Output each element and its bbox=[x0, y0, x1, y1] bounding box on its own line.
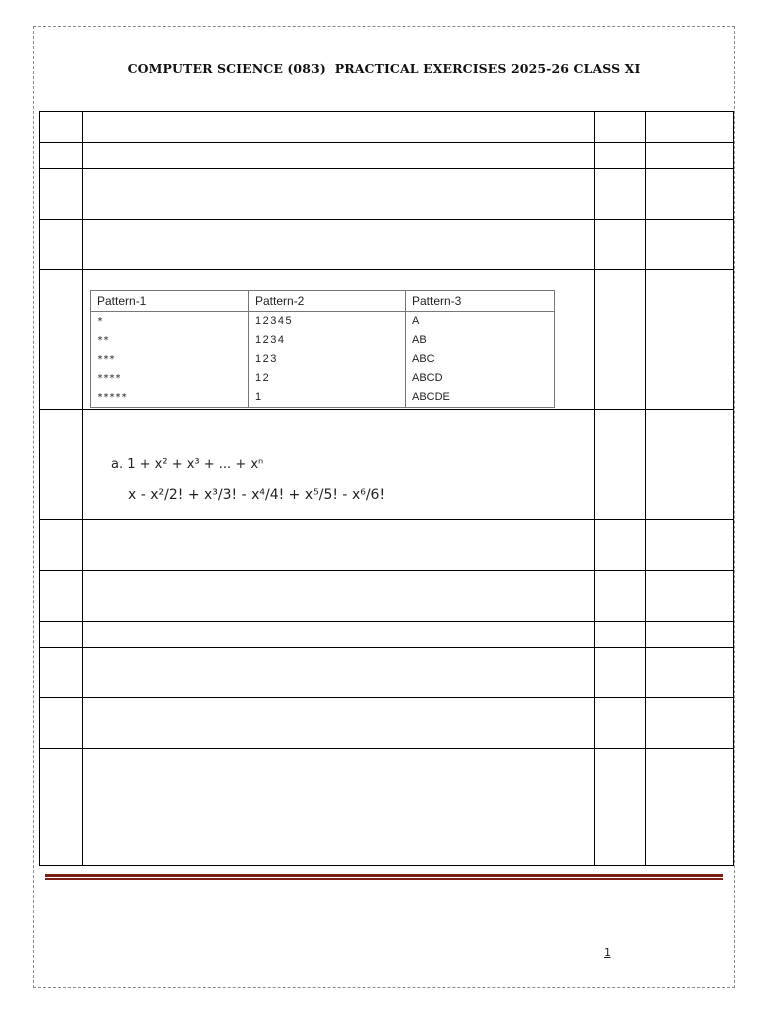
pattern-2-cell: 12345 bbox=[249, 312, 406, 332]
row-divider bbox=[40, 647, 733, 648]
series-formula-b: x - x²/2! + x³/3! - x⁴/4! + x⁵/5! - x⁶/6! bbox=[128, 487, 386, 503]
document-title: COMPUTER SCIENCE (083) PRACTICAL EXERCISES 2025-26 CLASS XI bbox=[127, 61, 641, 76]
pattern-1-cell: * bbox=[91, 312, 249, 332]
pattern-1-header: Pattern-1 bbox=[91, 291, 249, 312]
row-divider bbox=[40, 269, 733, 270]
pattern-3-cell: ABC bbox=[406, 350, 555, 369]
pattern-2-cell: 123 bbox=[249, 350, 406, 369]
pattern-1-cell: *** bbox=[91, 350, 249, 369]
column-divider bbox=[594, 112, 595, 865]
pattern-3-cell: A bbox=[406, 312, 555, 332]
pattern-3-cell: AB bbox=[406, 331, 555, 350]
pattern-2-cell: 1 bbox=[249, 388, 406, 408]
pattern-table-header-row bbox=[91, 291, 555, 312]
table-row bbox=[91, 350, 555, 369]
table-row bbox=[91, 369, 555, 388]
column-divider bbox=[82, 112, 83, 865]
row-divider bbox=[40, 570, 733, 571]
table-row bbox=[91, 388, 555, 408]
row-divider bbox=[40, 168, 733, 169]
table-row bbox=[91, 312, 555, 332]
pattern-2-cell: 12 bbox=[249, 369, 406, 388]
pattern-2-cell: 1234 bbox=[249, 331, 406, 350]
table-row bbox=[91, 331, 555, 350]
pattern-1-cell: ***** bbox=[91, 388, 249, 408]
page-number: 1 bbox=[604, 946, 611, 959]
pattern-3-cell: ABCDE bbox=[406, 388, 555, 408]
pattern-table bbox=[90, 290, 555, 408]
pattern-1-cell: ** bbox=[91, 331, 249, 350]
row-divider bbox=[40, 409, 733, 410]
row-divider bbox=[40, 519, 733, 520]
pattern-1-cell: **** bbox=[91, 369, 249, 388]
row-divider bbox=[40, 142, 733, 143]
series-formula-a: a. 1 + x² + x³ + ... + xⁿ bbox=[111, 457, 264, 472]
row-divider bbox=[40, 621, 733, 622]
row-divider bbox=[40, 219, 733, 220]
pattern-2-header: Pattern-2 bbox=[249, 291, 406, 312]
pattern-3-header: Pattern-3 bbox=[406, 291, 555, 312]
pattern-3-cell: ABCD bbox=[406, 369, 555, 388]
row-divider bbox=[40, 697, 733, 698]
column-divider bbox=[645, 112, 646, 865]
footer-rule bbox=[45, 878, 723, 880]
footer-rule bbox=[45, 874, 723, 877]
row-divider bbox=[40, 748, 733, 749]
